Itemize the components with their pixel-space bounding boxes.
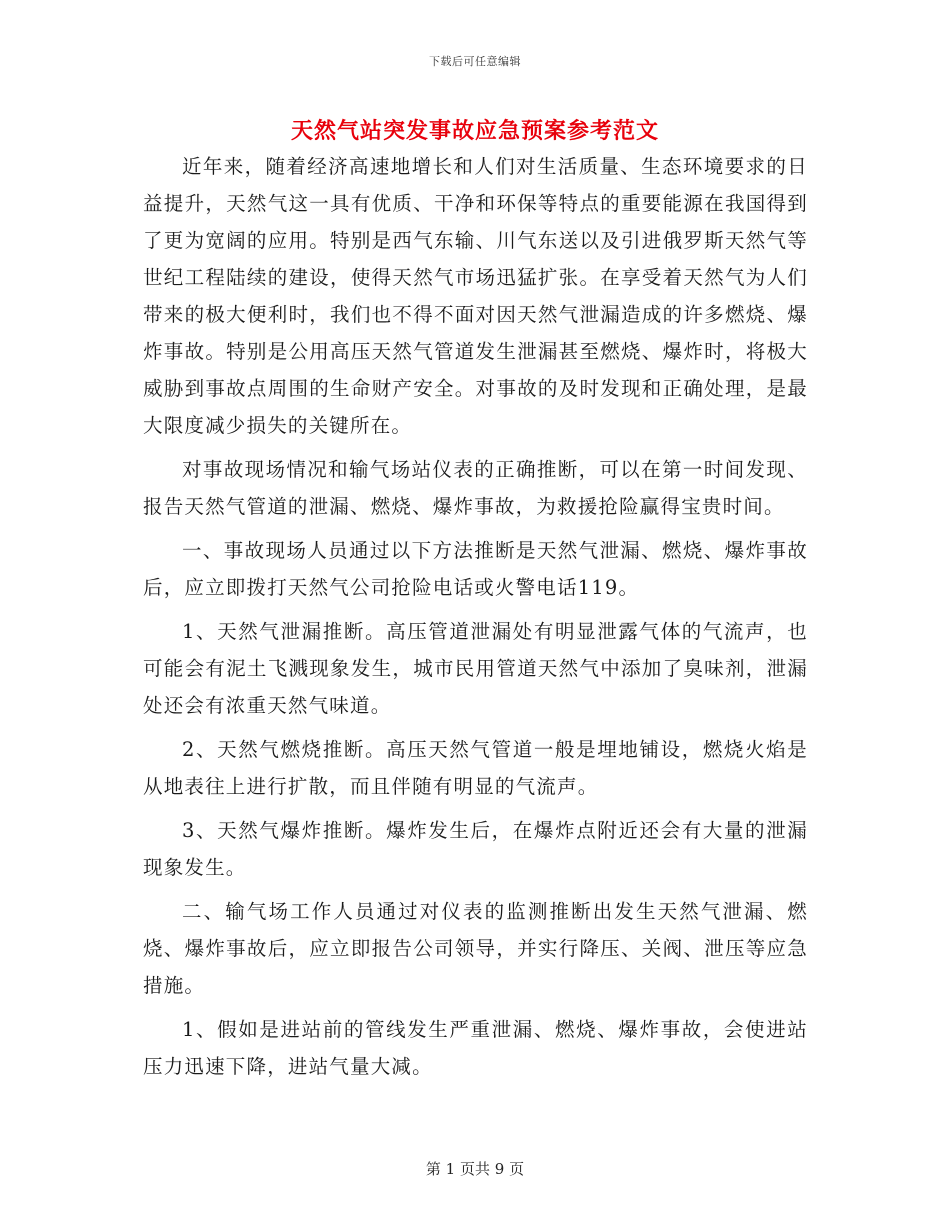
paragraph-section-2: 二、输气场工作人员通过对仪表的监测推断出发生天然气泄漏、燃烧、爆炸事故后，应立即报告公司领导，并实行降压、关阀、泄压等应急措施。	[143, 900, 808, 997]
paragraph-section-1: 一、事故现场人员通过以下方法推断是天然气泄漏、燃烧、爆炸事故后，应立即拨打天然气公司抢险电话或火警电话119。	[143, 539, 808, 599]
paragraph-explosion-judgement: 3、天然气爆炸推断。爆炸发生后，在爆炸点附近还会有大量的泄漏现象发生。	[143, 819, 808, 879]
document-title: 天然气站突发事故应急预案参考范文	[290, 118, 659, 144]
paragraph-importance: 对事故现场情况和输气场站仪表的正确推断，可以在第一时间发现、报告天然气管道的泄漏、燃烧、爆炸事故，为救援抢险赢得宝贵时间。	[143, 458, 808, 518]
page-number-footer: 第 1 页共 9 页	[425, 1160, 525, 1178]
paragraph-inlet-pipeline: 1、假如是进站前的管线发生严重泄漏、燃烧、爆炸事故，会使进站压力迅速下降，进站气量大减。	[143, 1018, 808, 1078]
paragraph-intro: 近年来，随着经济高速地增长和人们对生活质量、生态环境要求的日益提升，天然气这一具有优质、干净和环保等特点的重要能源在我国得到了更为宽阔的应用。特别是西气东输、川气东送以及引进俄罗斯天然气等世纪工程陆续的建设，使得天然气市场迅猛扩张。在享受着天然气为人们带来的极大便利时，我们也不得不面对因天然气泄漏造成的许多燃烧、爆炸事故。特别是公用高压天然气管道发生泄漏甚至燃烧、爆炸时，将极大威胁到事故点周围的生命财产安全。对事故的及时发现和正确处理，是最大限度减少损失的关键所在。	[143, 155, 808, 437]
paragraph-fire-judgement: 2、天然气燃烧推断。高压天然气管道一般是埋地铺设，燃烧火焰是从地表往上进行扩散，而且伴随有明显的气流声。	[143, 738, 808, 798]
page-header-note: 下载后可任意编辑	[429, 55, 521, 68]
paragraph-leak-judgement: 1、天然气泄漏推断。高压管道泄漏处有明显泄露气体的气流声，也可能会有泥土飞溅现象发生，城市民用管道天然气中添加了臭味剂，泄漏处还会有浓重天然气味道。	[143, 620, 808, 717]
document-body	[143, 148, 808, 1092]
